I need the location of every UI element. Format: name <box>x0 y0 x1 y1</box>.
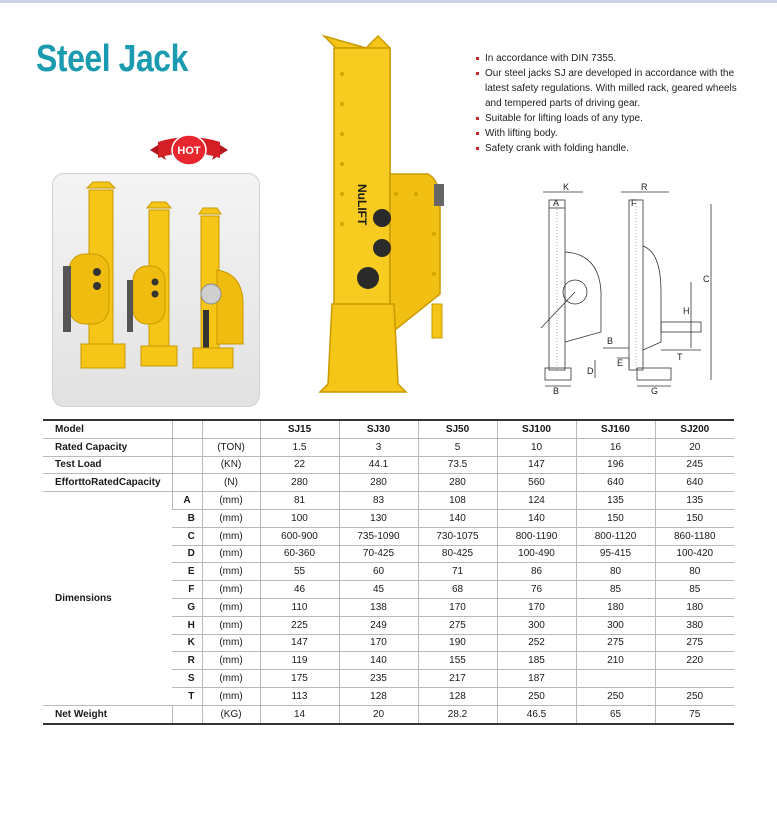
table-cell <box>172 420 202 438</box>
table-cell: 180 <box>576 598 655 616</box>
table-cell: 45 <box>339 581 418 599</box>
table-cell: 170 <box>339 634 418 652</box>
table-cell <box>172 456 202 474</box>
feature-list <box>476 51 746 156</box>
unit-cell: (mm) <box>202 527 260 545</box>
model-name: SJ100 <box>497 420 576 438</box>
dimension-letter: H <box>172 616 202 634</box>
table-cell: 220 <box>655 652 734 670</box>
dimension-diagram <box>519 182 719 394</box>
dimension-letter: F <box>172 581 202 599</box>
table-cell: 76 <box>497 581 576 599</box>
spec-table <box>43 419 734 725</box>
table-row <box>43 438 734 456</box>
table-cell: 155 <box>418 652 497 670</box>
table-cell: 275 <box>655 634 734 652</box>
unit-cell: (mm) <box>202 598 260 616</box>
dim-label-h: H <box>683 306 690 316</box>
row-label: Net Weight <box>43 705 172 723</box>
dim-label-b2: B <box>553 386 560 394</box>
table-cell: 140 <box>339 652 418 670</box>
feature-item: With lifting body. <box>476 126 746 141</box>
dimension-letter: E <box>172 563 202 581</box>
table-cell: 735-1090 <box>339 527 418 545</box>
table-cell: 380 <box>655 616 734 634</box>
table-cell: 800-1190 <box>497 527 576 545</box>
table-cell: 187 <box>497 670 576 688</box>
table-cell: 275 <box>576 634 655 652</box>
unit-cell: (mm) <box>202 687 260 705</box>
table-cell: 190 <box>418 634 497 652</box>
table-cell: 128 <box>339 687 418 705</box>
table-cell: 280 <box>339 474 418 492</box>
model-name: SJ15 <box>260 420 339 438</box>
dimension-letter: G <box>172 598 202 616</box>
table-cell <box>172 474 202 492</box>
table-cell: 150 <box>576 509 655 527</box>
table-cell: 217 <box>418 670 497 688</box>
table-row <box>43 705 734 723</box>
table-cell: 196 <box>576 456 655 474</box>
table-row <box>43 474 734 492</box>
dimension-letter: A <box>172 492 202 510</box>
unit-cell: (mm) <box>202 652 260 670</box>
dimensions-label: Dimensions <box>43 492 172 706</box>
table-cell: 170 <box>497 598 576 616</box>
table-cell <box>202 420 260 438</box>
table-cell: 225 <box>260 616 339 634</box>
unit-cell: (N) <box>202 474 260 492</box>
table-cell: 60 <box>339 563 418 581</box>
table-cell: 128 <box>418 687 497 705</box>
table-cell: 20 <box>339 705 418 723</box>
table-cell: 73.5 <box>418 456 497 474</box>
dim-label-b: B <box>607 336 614 346</box>
table-cell <box>576 670 655 688</box>
feature-item: Safety crank with folding handle. <box>476 141 746 156</box>
table-cell: 70-425 <box>339 545 418 563</box>
table-cell: 60-360 <box>260 545 339 563</box>
table-cell: 175 <box>260 670 339 688</box>
steel-jack-image <box>306 34 456 404</box>
dimension-letter: S <box>172 670 202 688</box>
top-rule <box>0 0 777 3</box>
table-cell: 135 <box>576 492 655 510</box>
unit-cell: (mm) <box>202 492 260 510</box>
unit-cell: (KG) <box>202 705 260 723</box>
table-cell: 235 <box>339 670 418 688</box>
unit-cell: (TON) <box>202 438 260 456</box>
table-cell: 140 <box>418 509 497 527</box>
dim-label-r: R <box>641 182 648 192</box>
table-cell: 80 <box>576 563 655 581</box>
model-name: SJ50 <box>418 420 497 438</box>
table-cell: 135 <box>655 492 734 510</box>
row-label: Rated Capacity <box>43 438 172 456</box>
dim-label-g: G <box>651 386 659 394</box>
table-cell: 71 <box>418 563 497 581</box>
table-cell: 20 <box>655 438 734 456</box>
table-cell: 280 <box>260 474 339 492</box>
table-cell: 300 <box>497 616 576 634</box>
table-cell: 600-900 <box>260 527 339 545</box>
table-cell: 55 <box>260 563 339 581</box>
table-cell: 100-490 <box>497 545 576 563</box>
table-cell: 16 <box>576 438 655 456</box>
brand-mark: NuLIFT <box>355 184 369 226</box>
table-row <box>43 456 734 474</box>
table-cell: 3 <box>339 438 418 456</box>
table-cell: 800-1120 <box>576 527 655 545</box>
table-cell: 10 <box>497 438 576 456</box>
model-name: SJ160 <box>576 420 655 438</box>
table-cell: 65 <box>576 705 655 723</box>
table-cell: 22 <box>260 456 339 474</box>
table-cell: 180 <box>655 598 734 616</box>
feature-item: Suitable for lifting loads of any type. <box>476 111 746 126</box>
table-cell: 250 <box>655 687 734 705</box>
unit-cell: (mm) <box>202 616 260 634</box>
table-cell: 275 <box>418 616 497 634</box>
dim-label-f: F <box>631 198 637 208</box>
table-cell: 85 <box>655 581 734 599</box>
table-row <box>43 420 734 438</box>
dim-label-e: E <box>617 358 624 368</box>
table-cell: 140 <box>497 509 576 527</box>
dimension-letter: C <box>172 527 202 545</box>
dimension-letter: R <box>172 652 202 670</box>
unit-cell: (mm) <box>202 670 260 688</box>
table-cell: 75 <box>655 705 734 723</box>
table-cell: 860-1180 <box>655 527 734 545</box>
feature-item: Our steel jacks SJ are developed in accordance with the latest safety regulations. With milled rack, geared wheels and tempered parts of driving gear. <box>476 66 746 111</box>
table-cell: 68 <box>418 581 497 599</box>
unit-cell: (mm) <box>202 509 260 527</box>
table-cell: 83 <box>339 492 418 510</box>
table-cell: 245 <box>655 456 734 474</box>
table-cell <box>172 705 202 723</box>
model-name: SJ200 <box>655 420 734 438</box>
dimension-letter: K <box>172 634 202 652</box>
dimension-letter: T <box>172 687 202 705</box>
table-cell: 14 <box>260 705 339 723</box>
feature-item: In accordance with DIN 7355. <box>476 51 746 66</box>
table-cell: 210 <box>576 652 655 670</box>
table-cell: 5 <box>418 438 497 456</box>
row-label: EfforttoRatedCapacity <box>43 474 172 492</box>
product-photo <box>52 173 260 407</box>
dimension-letter: D <box>172 545 202 563</box>
table-cell: 100 <box>260 509 339 527</box>
table-cell: 124 <box>497 492 576 510</box>
table-cell: 85 <box>576 581 655 599</box>
table-cell: 170 <box>418 598 497 616</box>
unit-cell: (KN) <box>202 456 260 474</box>
dimension-letter: B <box>172 509 202 527</box>
table-cell: 113 <box>260 687 339 705</box>
table-cell: 147 <box>260 634 339 652</box>
table-cell: 80 <box>655 563 734 581</box>
table-cell: 147 <box>497 456 576 474</box>
dim-label-d: D <box>587 366 594 376</box>
table-cell: 108 <box>418 492 497 510</box>
table-cell: 119 <box>260 652 339 670</box>
table-cell: 44.1 <box>339 456 418 474</box>
dim-label-k: K <box>563 182 570 192</box>
dim-label-t: T <box>677 352 683 362</box>
table-cell: 150 <box>655 509 734 527</box>
model-header: Model <box>43 420 172 438</box>
table-cell <box>172 438 202 456</box>
table-row <box>43 492 734 510</box>
table-cell: 28.2 <box>418 705 497 723</box>
three-jacks-image <box>53 174 259 406</box>
table-cell: 250 <box>576 687 655 705</box>
row-label: Test Load <box>43 456 172 474</box>
table-cell: 185 <box>497 652 576 670</box>
table-cell: 46 <box>260 581 339 599</box>
table-cell: 300 <box>576 616 655 634</box>
table-cell: 81 <box>260 492 339 510</box>
table-cell: 110 <box>260 598 339 616</box>
table-cell: 46.5 <box>497 705 576 723</box>
unit-cell: (mm) <box>202 563 260 581</box>
unit-cell: (mm) <box>202 545 260 563</box>
table-cell: 640 <box>576 474 655 492</box>
table-cell: 280 <box>418 474 497 492</box>
hot-badge-label: HOT <box>177 145 201 157</box>
table-cell: 560 <box>497 474 576 492</box>
unit-cell: (mm) <box>202 581 260 599</box>
table-cell: 95-415 <box>576 545 655 563</box>
table-cell: 86 <box>497 563 576 581</box>
dim-label-a: A <box>553 198 560 208</box>
dim-label-c: C <box>703 274 710 284</box>
table-cell: 100-420 <box>655 545 734 563</box>
table-cell: 249 <box>339 616 418 634</box>
page-title: Steel Jack <box>36 38 188 80</box>
hot-badge-icon <box>148 128 230 172</box>
table-cell: 80-425 <box>418 545 497 563</box>
table-cell: 252 <box>497 634 576 652</box>
model-name: SJ30 <box>339 420 418 438</box>
table-cell <box>655 670 734 688</box>
table-cell: 730-1075 <box>418 527 497 545</box>
table-cell: 1.5 <box>260 438 339 456</box>
table-cell: 130 <box>339 509 418 527</box>
table-cell: 640 <box>655 474 734 492</box>
table-cell: 250 <box>497 687 576 705</box>
table-cell: 138 <box>339 598 418 616</box>
unit-cell: (mm) <box>202 634 260 652</box>
